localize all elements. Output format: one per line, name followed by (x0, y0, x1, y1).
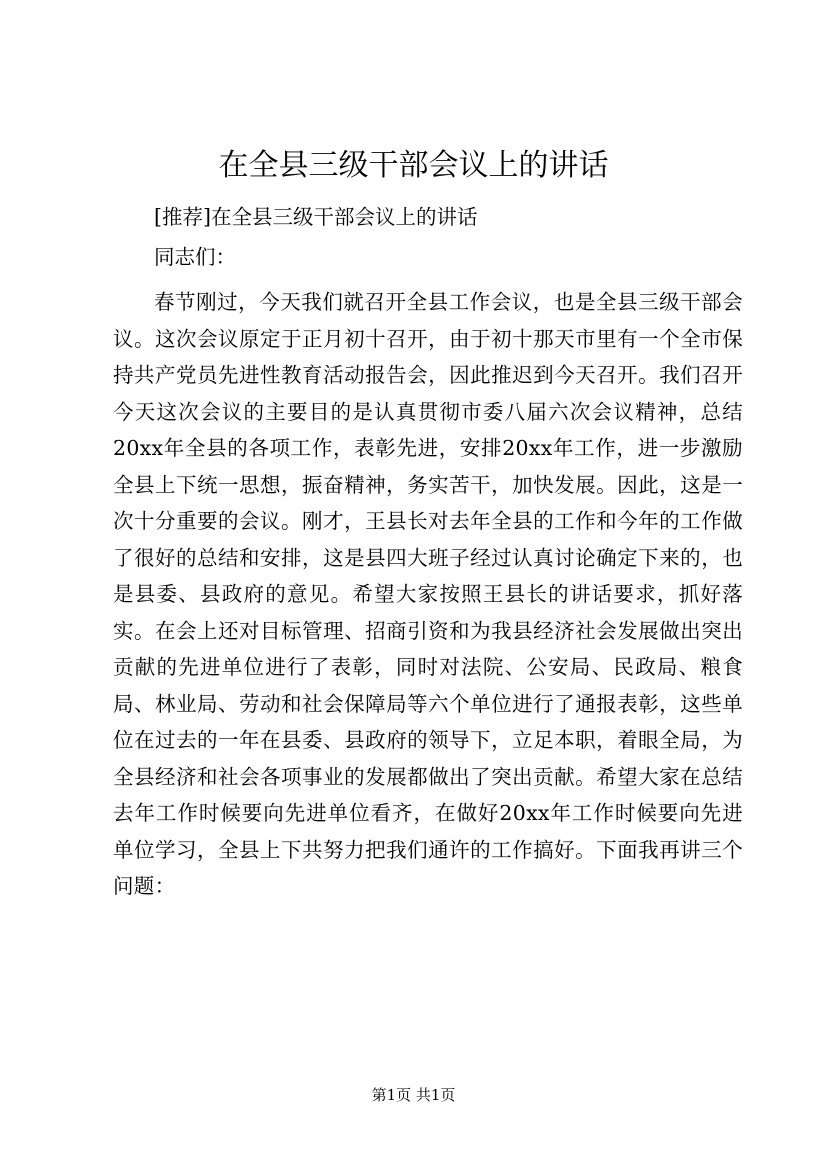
salutation: 同志们： (154, 245, 236, 269)
document-subtitle: [推荐]在全县三级干部会议上的讲话 (154, 205, 478, 229)
body-paragraph: 春节刚过，今天我们就召开全县工作会议，也是全县三级干部会议。这次会议原定于正月初十召开，由于初十那天市里有一个全市保持共产党员先进性教育活动报告会，因此推迟到今天召开。我们召开今天这次会议的主要目的是认真贯彻市委八届六次会议精神，总结20xx年全县的各项工作，表彰先进，安排20xx年工作，进一步激励全县上下统一思想，振奋精神，务实苦干，加快发展。因此，这是一次十分重要的会议。刚才，王县长对去年全县的工作和今年的工作做了很好的总结和安排，这是县四大班子经过认真讨论确定下来的，也是县委、县政府的意见。希望大家按照王县长的讲话要求，抓好落实。在会上还对目标管理、招商引资和为我县经济社会发展做出突出贡献的先进单位进行了表彰，同时对法院、公安局、民政局、粮食局、林业局、劳动和社会保障局等六个单位进行了通报表彰，这些单位在过去的一年在县委、县政府的领导下，立足本职，着眼全局，为全县经济和社会各项事业的发展都做出了突出贡献。希望大家在总结去年工作时候要向先进单位看齐，在做好20xx年工作时候要向先进单位学习，全县上下共努力把我们通许的工作搞好。下面我再讲三个问题： (113, 290, 743, 898)
document-title: 在全县三级干部会议上的讲话 (218, 148, 609, 183)
page-footer: 第1页 共1页 (371, 1086, 456, 1104)
